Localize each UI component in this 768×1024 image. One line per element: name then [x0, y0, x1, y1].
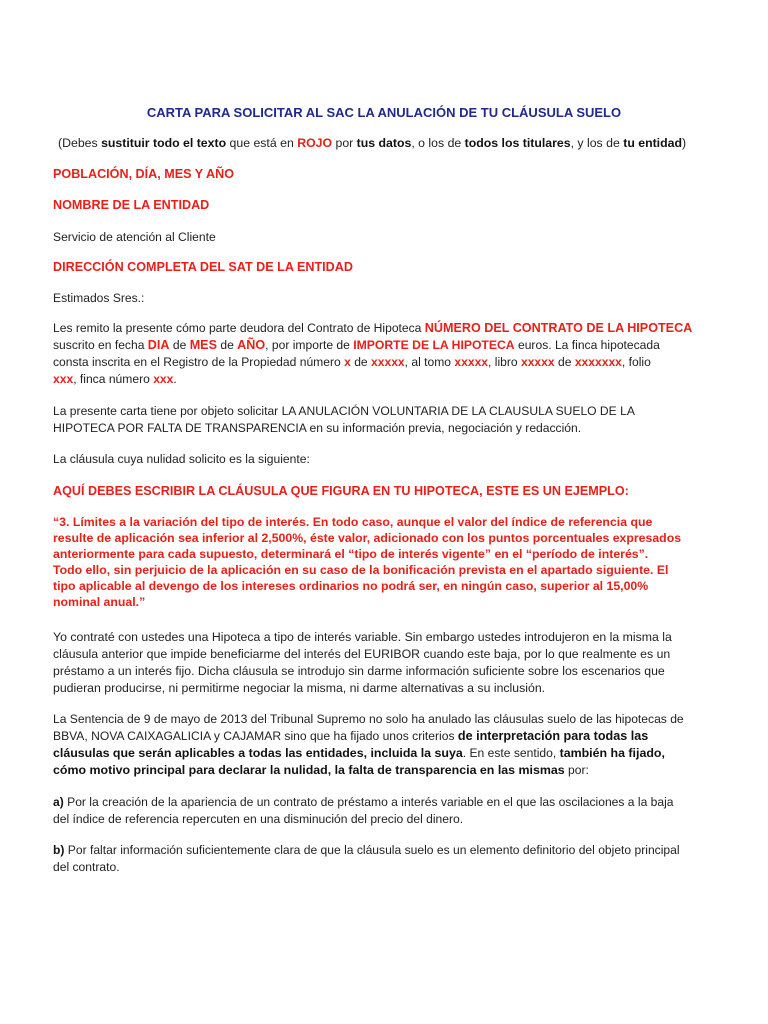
clause-line: tipo aplicable al devengo de los intereses ordinarios no podrá ser, en ningún caso, superior al 15,00%	[53, 579, 649, 593]
registry-number-field: x	[344, 355, 351, 369]
text-span: Por la creación de la apariencia de un contrato de préstamo a interés variable en el que las oscilaciones a la baja	[63, 795, 674, 809]
paragraph-purpose	[53, 403, 725, 437]
instr-text: por	[332, 136, 357, 150]
place-date-header: POBLACIÓN, DÍA, MES Y AÑO	[53, 167, 234, 181]
instr-text: , o los de	[411, 136, 465, 150]
item-label: a)	[53, 795, 64, 809]
paragraph-line	[53, 371, 725, 388]
clause-line: anteriormente para cada supuesto, determinará el “tipo de interés vigente” en el “período de interés”.	[53, 547, 649, 561]
text-span: por:	[564, 763, 589, 777]
paragraph-line	[53, 320, 725, 337]
instr-bold: todos los titulares	[464, 136, 571, 150]
instr-red: ROJO	[297, 136, 333, 150]
instr-bold: sustituir todo el texto	[101, 136, 227, 150]
paragraph-line	[53, 842, 725, 859]
text-span: Les remito la presente cómo parte deudora del Contrato de Hipoteca	[53, 321, 425, 335]
bold-span: de interpretación para todas las	[457, 729, 649, 743]
bold-span: también ha fijado,	[559, 746, 665, 760]
text-span: .	[173, 372, 177, 386]
text-span: , folio	[621, 355, 651, 369]
text-span: euros. La finca hipotecada	[514, 338, 660, 352]
paragraph-contracted	[53, 629, 725, 697]
text-span: , al tomo	[404, 355, 455, 369]
entity-name-header: NOMBRE DE LA ENTIDAD	[53, 198, 210, 212]
paragraph-ruling	[53, 711, 725, 779]
instr-text: )	[681, 136, 687, 150]
folio-field: xxx	[53, 372, 74, 386]
example-header: AQUÍ DEBES ESCRIBIR LA CLÁUSULA QUE FIGURA EN TU HIPOTECA, ESTE ES UN EJEMPLO:	[53, 484, 629, 498]
item-label: b)	[53, 843, 65, 857]
paragraph-line: La Sentencia de 9 de mayo de 2013 del Tribunal Supremo no solo ha anulado las cláusulas suelo de las hipotecas de	[53, 712, 684, 726]
month-field: MES	[189, 338, 217, 352]
bold-span: cláusulas que serán aplicables a todas las entidades, incluida la suya	[53, 746, 463, 760]
contract-number-field: NÚMERO DEL CONTRATO DE LA HIPOTECA	[424, 321, 693, 335]
paragraph-line: del contrato.	[53, 860, 120, 874]
clause-line: “3. Límites a la variación del tipo de interés. En todo caso, aunque el valor del índice de referencia que	[53, 515, 653, 529]
text-span: de	[216, 338, 238, 352]
bold-span: cómo motivo principal para declarar la nulidad, la falta de transparencia en las mismas	[53, 763, 565, 777]
paragraph-line: cláusula anterior que impide beneficiarme del interés del EURIBOR cuando este baja, por lo que realmente es un	[53, 647, 671, 661]
instr-bold: tu entidad	[623, 136, 682, 150]
text-span: , libro	[488, 355, 521, 369]
paragraph-line	[53, 337, 725, 354]
text-span: suscrito en fecha	[53, 338, 148, 352]
document-title: CARTA PARA SOLICITAR AL SAC LA ANULACIÓN DE TU CLÁUSULA SUELO	[146, 105, 622, 120]
paragraph-line: préstamo a un interés fijo. Dicha cláusula se introdujo sin darme información suficiente sobre los escenarios que	[53, 664, 665, 678]
instr-text: (Debes	[58, 136, 102, 150]
tome-field: xxxxx	[454, 355, 489, 369]
text-span: de	[169, 338, 190, 352]
paragraph-line	[53, 745, 725, 762]
item-b	[53, 842, 725, 876]
text-span: de	[554, 355, 575, 369]
paragraph-line	[53, 794, 725, 811]
clause-line: nominal anual.”	[53, 595, 146, 609]
text-span: de	[350, 355, 372, 369]
clause-line: resulte de aplicación sea inferior al 2,500%, éste valor, adicionado con los puntos porcentuales expresados	[53, 531, 682, 545]
registry-location-field: xxxxx	[371, 355, 405, 369]
address-header: DIRECCIÓN COMPLETA DEL SAT DE LA ENTIDAD	[53, 260, 353, 274]
instr-text: , y los de	[570, 136, 624, 150]
year-field: AÑO	[237, 338, 266, 352]
text-span: . En este sentido,	[462, 746, 560, 760]
text-span: Por faltar información suficientemente clara de que la cláusula suelo es un elemento definitorio del objeto principal	[64, 843, 680, 857]
amount-field: IMPORTE DE LA HIPOTECA	[353, 338, 515, 352]
paragraph-contract	[53, 320, 725, 388]
text-span: , por importe de	[265, 338, 354, 352]
text-span: consta inscrita en el Registro de la Propiedad número	[53, 355, 345, 369]
property-number-field: xxx	[153, 372, 174, 386]
text-span: , finca número	[73, 372, 154, 386]
item-a	[53, 794, 725, 828]
paragraph-line	[53, 354, 725, 371]
paragraph-line: del índice de referencia repercuten en una disminución del precio del dinero.	[53, 812, 464, 826]
greeting: Estimados Sres.:	[53, 291, 145, 305]
paragraph-line	[53, 728, 725, 745]
paragraph-line	[53, 762, 725, 779]
instructions	[58, 136, 686, 150]
instr-text: que está en	[226, 136, 298, 150]
paragraph-clause-intro: La cláusula cuya nulidad solicito es la siguiente:	[53, 452, 310, 466]
book-location-field: xxxxxxx	[574, 355, 622, 369]
paragraph-line: La presente carta tiene por objeto solicitar LA ANULACIÓN VOLUNTARIA DE LA CLAUSULA SUELO DE LA	[53, 404, 635, 418]
paragraph-line: pudieran producirse, ni permitirme negociar la misma, ni darme alternativas a su inclusión.	[53, 681, 546, 695]
clause-line: Todo ello, sin perjuicio de la aplicación en su caso de la bonificación prevista en el apartado siguiente. El	[53, 563, 669, 577]
day-field: DIA	[147, 338, 170, 352]
paragraph-line: HIPOTECA POR FALTA DE TRANSPARENCIA en su información previa, negociación y redacción.	[53, 421, 582, 435]
instr-bold: tus datos	[356, 136, 412, 150]
service-line: Servicio de atención al Cliente	[53, 230, 216, 244]
paragraph-line: Yo contraté con ustedes una Hipoteca a tipo de interés variable. Sin embargo ustedes introdujeron en la misma la	[53, 630, 672, 644]
book-field: xxxxx	[520, 355, 555, 369]
clause-example	[53, 514, 725, 610]
text-span: BBVA, NOVA CAIXAGALICIA y CAJAMAR sino que ha fijado unos criterios	[53, 729, 458, 743]
